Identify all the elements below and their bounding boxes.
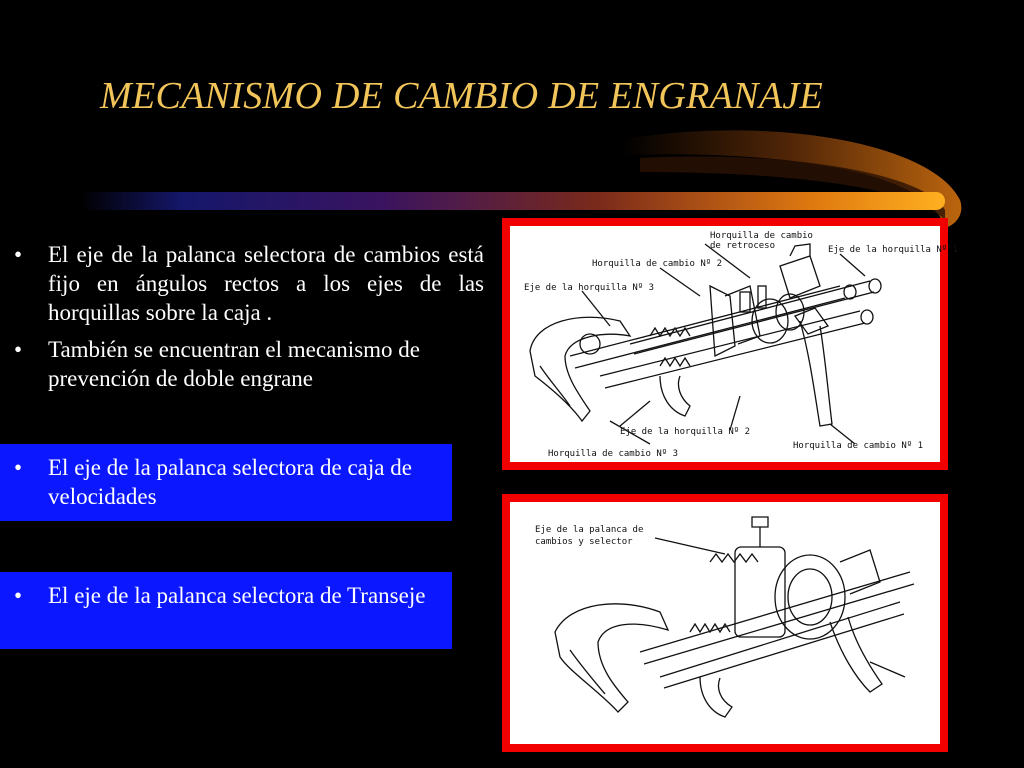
label-fork-shaft-2: Eje de la horquilla Nº 2: [620, 427, 751, 437]
highlight-box-gearbox: [0, 444, 452, 521]
bullet-marker: •: [14, 583, 23, 608]
slide-title: MECANISMO DE CAMBIO DE ENGRANAJE: [100, 75, 824, 117]
bullet-marker: •: [14, 242, 23, 267]
shift-fork-assembly-drawing: [510, 226, 959, 462]
label-shift-fork-2: Horquilla de cambio Nº 2: [592, 259, 723, 269]
bullet-item: [14, 335, 484, 393]
bullet-text: El eje de la palanca selectora de Transeje: [48, 583, 426, 608]
highlight-box-transaxle: [0, 572, 452, 649]
label-selector-shaft-2: cambios y selector: [535, 537, 633, 547]
label-fork-shaft-3: Eje de la horquilla Nº 3: [524, 283, 655, 293]
label-shift-fork-1: Horquilla de cambio Nº 1: [793, 441, 924, 451]
bullet-marker: •: [14, 455, 23, 480]
bullet-item: [14, 453, 452, 511]
bullet-item: [14, 240, 484, 327]
label-reverse-fork-2: de retroceso: [710, 241, 776, 251]
label-fork-shaft-1: Eje de la horquilla Nº 1: [828, 245, 959, 255]
bullet-item: [14, 581, 452, 610]
figure-selector-shaft: [502, 494, 948, 752]
selector-shaft-drawing: [510, 502, 940, 744]
bullet-text: También se encuentran el mecanismo de prevención de doble engrane: [48, 337, 420, 391]
figure-shift-forks: [502, 218, 959, 470]
label-shift-fork-3: Horquilla de cambio Nº 3: [548, 449, 679, 459]
label-reverse-fork-1: Horquilla de cambio: [710, 231, 813, 241]
bullet-text: El eje de la palanca selectora de caja de velocidades: [48, 455, 412, 509]
bullet-text: El eje de la palanca selectora de cambios está fijo en ángulos rectos a los ejes de las horquillas sobre la caja .: [48, 242, 484, 325]
label-selector-shaft-1: Eje de la palanca de: [535, 525, 644, 535]
bullet-marker: •: [14, 337, 23, 362]
bullet-list: [14, 240, 484, 401]
